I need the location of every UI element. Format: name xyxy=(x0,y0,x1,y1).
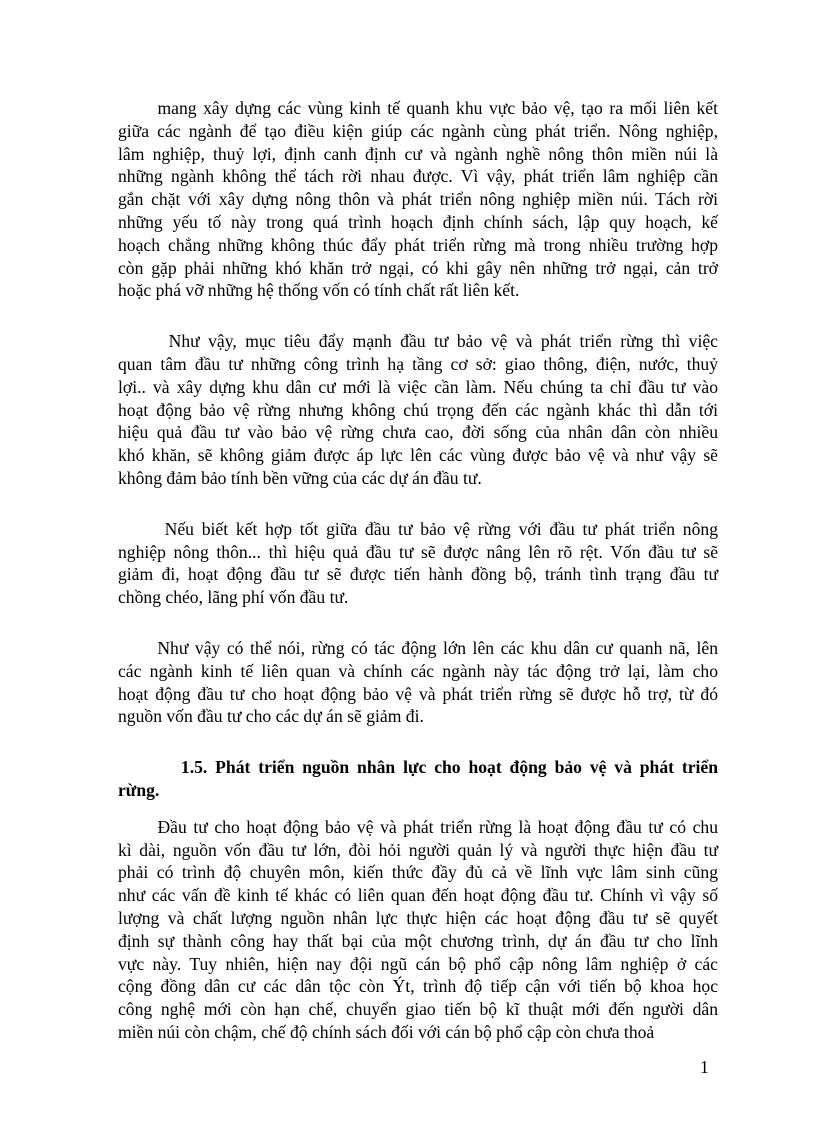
paragraph-line: Như vậy, mục tiêu đẩy mạnh đầu tư bảo vệ và phát triển rừng thì việc xyxy=(118,331,718,352)
paragraph-5 xyxy=(118,816,718,1044)
paragraph-line: cộng đồng dân cư các dân tộc còn Ýt, trình độ tiếp cận với tiến bộ khoa học xyxy=(118,976,718,997)
paragraph-line: chồng chéo, lãng phí vốn đầu tư. xyxy=(118,587,349,608)
paragraph-line: hoặc phá vỡ những hệ thống vốn có tính chất rất liên kết. xyxy=(118,280,520,301)
paragraph-line: quan tâm đầu tư những công trình hạ tầng cơ sở: giao thông, điện, nước, thuỷ xyxy=(118,353,718,374)
page-number: 1 xyxy=(700,1057,709,1077)
paragraph-line: khó khăn, sẽ không giảm được áp lực lên các vùng được bảo vệ và như vậy sẽ xyxy=(118,445,718,466)
section-heading xyxy=(118,756,718,802)
paragraph-line: nguồn vốn đầu tư cho các dự án sẽ giảm đi. xyxy=(118,706,424,727)
paragraph-line: kì dài, nguồn vốn đầu tư lớn, đòi hỏi người quản lý và người thực hiện đầu tư xyxy=(118,839,718,860)
paragraph-line: vực này. Tuy nhiên, hiện nay đội ngũ cán bộ phổ cập nông lâm nghiệp ở các xyxy=(118,953,718,974)
heading-line: rừng. xyxy=(118,779,160,800)
paragraph-line: giảm đi, hoạt động đầu tư sẽ được tiến hành đồng bộ, tránh tình trạng đầu tư xyxy=(118,564,718,585)
paragraph-line: các ngành kinh tế liên quan và chính các ngành này tác động trở lại, làm cho xyxy=(118,660,718,681)
paragraph-line: những yếu tố này trong quá trình hoạch định chính sách, lập quy hoạch, kế xyxy=(118,211,718,232)
paragraph-line: lượng và chất lượng nguồn nhân lực thực hiện các hoạt động đầu tư sẽ quyết xyxy=(118,907,718,928)
paragraph-line: công nghệ mới còn hạn chế, chuyển giao tiến bộ kĩ thuật mới đến người dân xyxy=(118,999,718,1020)
paragraph-line: hoạt động bảo vệ rừng nhưng không chú trọng đến các ngành khác thì dẫn tới xyxy=(118,399,718,420)
paragraph-line: như các vấn đề kinh tế khác có liên quan đến hoạt động đầu tư. Chính vì vậy số xyxy=(118,885,718,906)
document-body xyxy=(118,97,718,1072)
paragraph-line: nghiệp nông thôn... thì hiệu quả đầu tư sẽ được nâng lên rõ rệt. Vốn đầu tư sẽ xyxy=(118,541,718,562)
heading-line: 1.5. Phát triển nguồn nhân lực cho hoạt động bảo vệ và phát triển xyxy=(118,757,718,778)
paragraph-line: gắn chặt với xây dựng nông thôn và phát triển nông nghiệp miền núi. Tách rời xyxy=(118,189,718,210)
paragraph-1 xyxy=(118,97,718,302)
paragraph-2 xyxy=(118,330,718,490)
paragraph-4 xyxy=(118,637,718,728)
paragraph-line: hoạt động đầu tư cho hoạt động bảo vệ và phát triển rừng sẽ được hỗ trợ, từ đó xyxy=(118,683,718,704)
paragraph-line: còn gặp phải những khó khăn trở ngại, có khi gây nên những trở ngại, cản trở xyxy=(118,257,718,278)
paragraph-line: mang xây dựng các vùng kinh tế quanh khu vực bảo vệ, tạo ra mối liên kết xyxy=(118,98,718,118)
paragraph-line: lâm nghiệp, thuỷ lợi, định canh định cư và ngành nghề nông thôn miền núi là xyxy=(118,143,718,164)
paragraph-3 xyxy=(118,518,718,609)
paragraph-line: giữa các ngành để tạo điều kiện giúp các ngành cùng phát triển. Nông nghiệp, xyxy=(118,120,718,141)
paragraph-line: những ngành không thể tách rời nhau được. Vì vậy, phát triển lâm nghiệp cần xyxy=(118,166,718,187)
paragraph-line: hiệu quả đầu tư vào bảo vệ rừng chưa cao, đời sống của nhân dân còn nhiều xyxy=(118,422,718,443)
paragraph-line: không đảm bảo tính bền vững của các dự án đầu tư. xyxy=(118,467,482,488)
paragraph-line: miền núi còn chậm, chế độ chính sách đối với cán bộ phổ cập còn chưa thoả xyxy=(118,1021,655,1042)
paragraph-line: Đầu tư cho hoạt động bảo vệ và phát triển rừng là hoạt động đầu tư có chu xyxy=(118,816,718,837)
paragraph-line: lợi.. và xây dựng khu dân cư mới là việc cần làm. Nếu chúng ta chỉ đầu tư vào xyxy=(118,376,718,397)
paragraph-line: phải có trình độ chuyên môn, kiến thức đầy đủ cả về lĩnh vực lâm sinh cũng xyxy=(118,862,718,883)
paragraph-line: hoạch chẳng những không thúc đẩy phát triển rừng mà trong nhiều trường hợp xyxy=(118,234,718,255)
paragraph-line: Nếu biết kết hợp tốt giữa đầu tư bảo vệ rừng với đầu tư phát triển nông xyxy=(118,518,718,539)
paragraph-line: Như vậy có thể nói, rừng có tác động lớn lên các khu dân cư quanh nã, lên xyxy=(118,637,718,658)
paragraph-line: định sự thành công hay thất bại của một chương trình, dự án đầu tư cho lĩnh xyxy=(118,930,718,951)
